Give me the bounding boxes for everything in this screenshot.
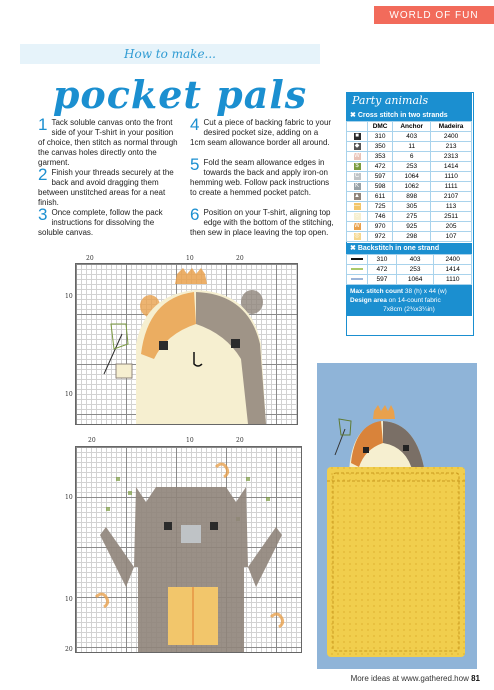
step-text: Cut a piece of backing fabric to your desired pocket size, adding on a 1cm seam allowance border all around. [190,118,332,147]
cross-stitch-label: Cross stitch in two strands [357,112,448,119]
step-text: Finish your threads securely at the back and avoid dragging them between unstitched areas for a neat finish. [38,168,174,207]
photo-right-eye [403,445,409,451]
thread-symbol: ◎ [354,232,360,239]
chart2-top-left-label: 20 [88,437,96,444]
chart1-side-bottom-label: 10 [65,391,73,398]
step-number: 6 [190,205,200,224]
left-eye [159,341,168,350]
madeira-cell: 2107 [431,192,472,202]
thread-symbol: ○ [355,212,359,219]
step-6 [190,205,334,238]
dmc-cell: 598 [368,182,393,192]
photo-left-eye [363,447,369,453]
flag-shape [111,324,128,349]
step-text: Position on your T-shirt, aligning top edge with the bottom of the stitching, then sew in place leaving the top open. [190,208,334,237]
backstitch-row [347,255,472,265]
cross-stitch-row [347,132,472,142]
thread-symbol: C [354,172,360,179]
footer-text: More ideas at www.gathered.how [350,674,469,683]
cat-muzzle [181,525,201,543]
cross-stitch-row [347,172,472,182]
anchor-cell: 298 [393,232,431,242]
anchor-cell: 253 [393,162,431,172]
anchor-cell: 1064 [396,275,434,285]
key-content [346,110,472,316]
design-size: 7x8cm (2¾x3¼in) [383,306,435,313]
anchor-cell: 898 [393,192,431,202]
page-footer [351,674,480,683]
photo-crown [373,405,395,419]
step-5 [190,155,334,198]
backstitch-table [346,254,472,285]
cat-right-arm [248,527,282,587]
cross-stitch-row [347,232,472,242]
chart2-side-top-label: 10 [65,494,73,501]
madeira-cell: 107 [431,232,472,242]
section-tag: WORLD OF FUN [374,6,494,24]
dmc-cell: 611 [368,192,393,202]
line-swatch [351,278,363,280]
cross-stitch-heading: ✖ Cross stitch in two strands [346,110,472,121]
cross-stitch-row [347,192,472,202]
thread-symbol: W [354,152,360,159]
dmc-cell: 970 [368,222,393,232]
chart1-top-right-label: 20 [236,255,244,262]
cross-stitch-table [346,121,472,242]
cross-stitch-row [347,202,472,212]
cross-stitch-row [347,182,472,192]
madeira-cell: 2313 [431,152,472,162]
header-madeira: Madeira [431,122,472,132]
photo-illustration [317,363,477,669]
table-header-row [347,122,472,132]
thread-symbol: — [354,202,360,209]
cat-left-eye [164,522,172,530]
step-4 [190,115,334,148]
madeira-cell: 1414 [434,265,472,275]
key-title: Party animals [346,92,472,110]
photo-flag [339,419,351,435]
dmc-cell: 597 [368,172,393,182]
chart2-side-bottom-label: 20 [65,646,73,653]
dmc-cell: 353 [368,152,393,162]
madeira-cell: 1110 [434,275,472,285]
chart1-side-top-label: 10 [65,293,73,300]
step-2 [38,165,178,208]
backstitch-heading: ✖ Backstitch in one strand [346,243,472,254]
madeira-cell: 2511 [431,212,472,222]
how-to-banner: How to make... [20,44,320,64]
dmc-cell: 746 [368,212,393,222]
thread-symbol: K [354,182,359,189]
dmc-cell: 350 [368,142,393,152]
max-count-label: Max. stitch count [350,288,404,295]
chart1-top-left-label: 20 [86,255,94,262]
step-3 [38,205,178,238]
madeira-cell: 205 [431,222,472,232]
anchor-cell: 925 [393,222,431,232]
step-number: 4 [190,115,200,134]
max-count-value: 38 (h) x 44 (w) [404,288,447,295]
line-swatch [351,268,363,270]
thread-symbol: ▲ [354,192,360,199]
thread-symbol: $ [355,162,359,169]
anchor-cell: 275 [393,212,431,222]
thread-symbol: ■ [355,132,359,139]
madeira-cell: 2400 [434,255,472,265]
step-number: 2 [38,165,48,184]
madeira-cell: 1111 [431,182,472,192]
madeira-cell: 1414 [431,162,472,172]
cat-chart [75,446,302,653]
hamster-chart [75,263,298,425]
crown-shape [175,268,207,284]
dmc-cell: 472 [368,265,397,275]
hamster-motif [76,264,297,424]
step-number: 3 [38,205,48,224]
design-area-value: on 14-count fabric [388,297,441,304]
step-text: Once complete, follow the pack instructions for dissolving the soluble canvas. [38,208,163,237]
anchor-cell: 403 [396,255,434,265]
line-swatch [351,258,363,260]
thread-symbol: W [354,222,360,229]
hamster-paw [116,364,132,378]
step-text: Tack soluble canvas onto the front side of your T-shirt in your position of choice, then stitch as normal through the canvas holes directly onto the garment. [38,118,178,167]
anchor-cell: 305 [393,202,431,212]
cross-stitch-row [347,222,472,232]
chart2-top-mid-label: 10 [186,437,194,444]
cat-right-eye [210,522,218,530]
madeira-cell: 2400 [431,132,472,142]
step-number: 1 [38,115,48,134]
backstitch-label: Backstitch in one strand [357,245,440,252]
anchor-cell: 1064 [393,172,431,182]
right-eye [231,339,240,348]
dmc-cell: 310 [368,132,393,142]
dmc-cell: 472 [368,162,393,172]
madeira-cell: 213 [431,142,472,152]
backstitch-row [347,275,472,285]
madeira-cell: 113 [431,202,472,212]
page-title: pocket pals [52,72,308,117]
dmc-cell: 972 [368,232,393,242]
chart1-top-mid-label: 10 [186,255,194,262]
step-text: Fold the seam allowance edges in towards the back and apply iron-on hemming web. Follow pack instructions to create a hemmed pocket patch. [190,158,330,197]
cross-stitch-row [347,142,472,152]
anchor-cell: 6 [393,152,431,162]
dmc-cell: 597 [368,275,397,285]
cross-stitch-row [347,162,472,172]
cat-left-arm [100,527,134,587]
dmc-cell: 725 [368,202,393,212]
cross-stitch-row [347,152,472,162]
dmc-cell: 310 [368,255,397,265]
cat-motif [76,447,301,652]
madeira-cell: 1110 [431,172,472,182]
step-1 [38,115,178,168]
stitch-count-box [346,285,472,316]
chart2-top-right-label: 20 [236,437,244,444]
chart2-side-mid-label: 10 [65,596,73,603]
anchor-cell: 11 [393,142,431,152]
header-dmc: DMC [368,122,393,132]
cross-stitch-row [347,212,472,222]
header-anchor: Anchor [393,122,431,132]
design-area-label: Design area [350,297,387,304]
anchor-cell: 403 [393,132,431,142]
step-number: 5 [190,155,200,174]
anchor-cell: 253 [396,265,434,275]
page-number: 81 [471,674,480,683]
thread-symbol: ◆ [354,142,360,149]
anchor-cell: 1062 [393,182,431,192]
backstitch-row [347,265,472,275]
project-photo [317,363,477,669]
